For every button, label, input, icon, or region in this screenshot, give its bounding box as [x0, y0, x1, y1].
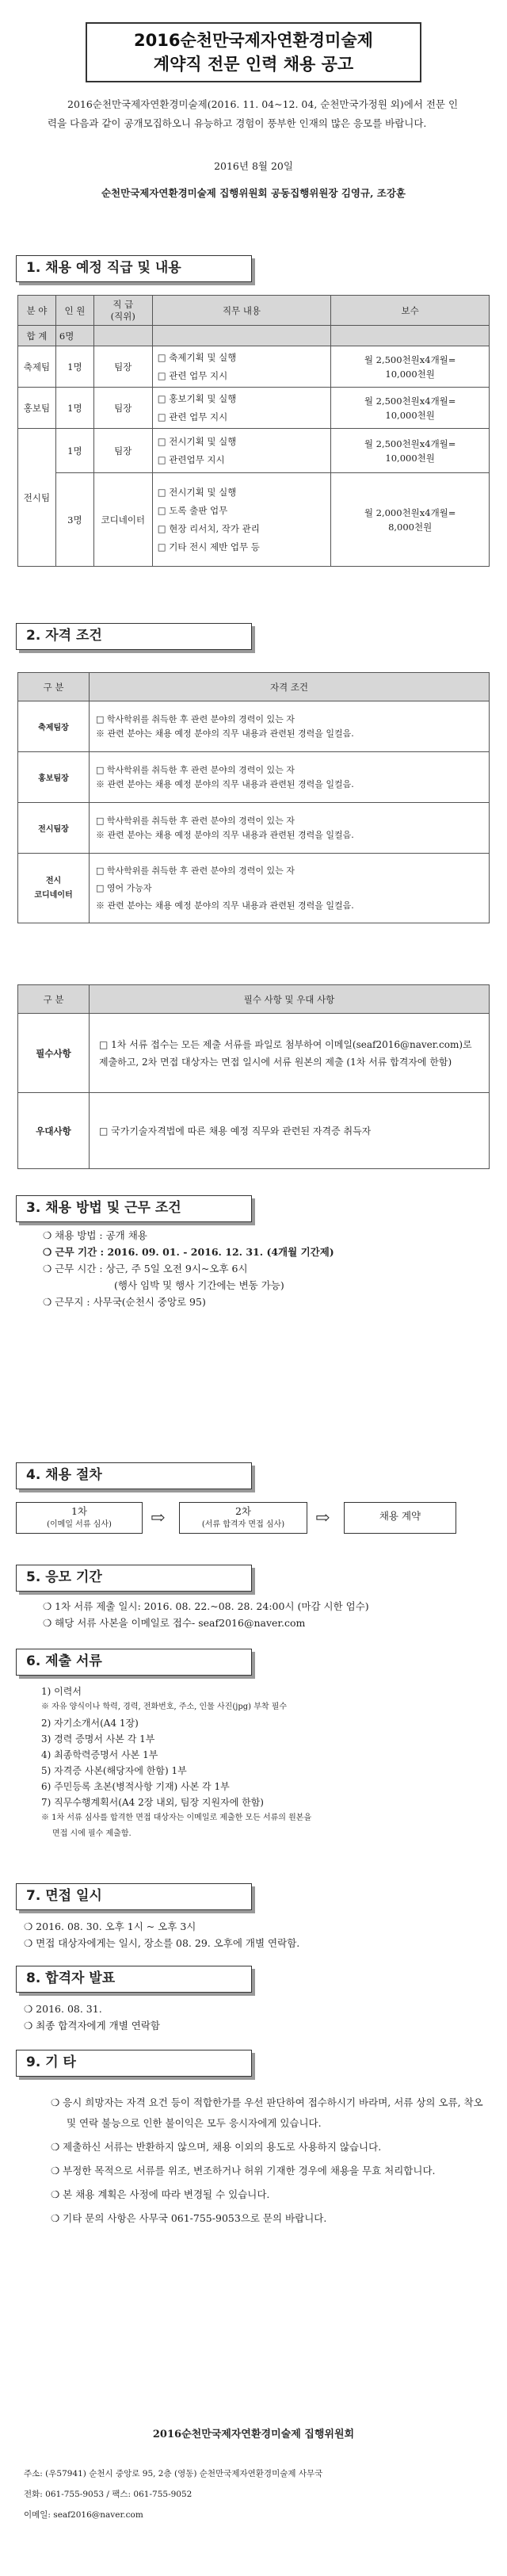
section-8-title: 8. 합격자 발표	[16, 1966, 252, 1993]
footer-address: 주소: (우57941) 순천시 중앙로 95, 2층 (영동) 순천만국제자연환경미술제 사무국	[24, 2469, 323, 2479]
footer-org: 2016순천만국제자연환경미술제 집행위원회	[152, 2429, 355, 2440]
section-9-list: ❍ 응시 희망자는 자격 요건 등이 적합한가를 우선 판단하여 접수하시기 바라며, 서류 상의 오류, 착오 및 연락 불능으로 인한 불이익은 모두 응시자에게 있습니다. ❍ 제출하신 서류는 반환하지 않으며, 채용 이외의 용도로 사용하지 않습니다. ❍ 부정한 목적으로 서류를 위조, 변조하거나 허위 기재한 경우에 채용을 무효 처리합니다. ❍ 본 채용 계획은 사정에 따라 변경될 수 있습니다. ❍ 기타 문의 사항은 사무국 061-755-9053으로 문의 바랍니다.	[51, 2096, 483, 2224]
step-2-box: 2차 (서류 합격자 면접 심사)	[179, 1502, 307, 1534]
table-row: 3명 코디네이터 □ 전시기획 및 실행 □ 도록 출판 업무 □ 현장 리서치, 작가 관리 □ 기타 전시 제반 업무 등 월 2,000천원x4개월= 8,000천원	[18, 473, 490, 567]
section-3-title: 3. 채용 방법 및 근무 조건	[16, 1195, 252, 1222]
table-row: 홍보팀 1명 팀장 □ 홍보기획 및 실행 □ 관련 업무 지시 월 2,500천원x4개월= 10,000천원	[18, 388, 490, 429]
header-duties: 직무 내용	[152, 296, 331, 326]
table-row: 전시 코디네이터 □ 학사학위를 취득한 후 관련 분야의 경력이 있는 자 □ 영어 가능자 ※ 관련 분야는 채용 예정 분야의 직무 내용과 관련된 경력을 일컬음.	[18, 854, 490, 923]
footer-info	[24, 2463, 322, 2525]
title-box	[86, 22, 421, 82]
step-1-box: 1차 (이메일 서류 심사)	[16, 1502, 143, 1534]
arrow-icon: ⇨	[151, 1508, 166, 1528]
footer-email: 이메일: seaf2016@naver.com	[24, 2510, 143, 2520]
footer-phone: 전화: 061-755-9053 / 팩스: 061-755-9052	[24, 2490, 193, 2499]
signature: 순천만국제자연환경미술제 집행위원회 공동집행위원장 김영규, 조강훈	[101, 187, 406, 199]
section-9-title: 9. 기 타	[16, 2050, 252, 2077]
step-3-box: 채용 계약	[344, 1502, 456, 1534]
header-field: 분 야	[18, 296, 56, 326]
header-pay: 보수	[331, 296, 490, 326]
announcement-date: 2016년 8월 20일	[214, 160, 293, 172]
table-row: 필수사항 □ 1차 서류 접수는 모든 제출 서류를 파일로 첨부하여 이메일(seaf2016@naver.com)로 제출하고, 2차 면접 대상자는 면접 일시에 서류 원본의 제출 (1차 서류 합격자에 한함)	[18, 1014, 490, 1093]
intro-text: 2016순천만국제자연환경미술제(2016. 11. 04~12. 04, 순천만국가정원 외)에서 전문 인력을 다음과 같이 공개모집하오니 유능하고 경험이 풍부한 인재의 많은 응모를 바랍니다.	[48, 98, 459, 129]
requirements-table: 구 분 필수 사항 및 우대 사항 필수사항 □ 1차 서류 접수는 모든 제출 서류를 파일로 첨부하여 이메일(seaf2016@naver.com)로 제출하고, 2차 면접 대상자는 면접 일시에 서류 원본의 제출 (1차 서류 합격자에 한함) 우대사항 □ 국가기술자격법에 따른 채용 예정 직무와 관련된 자격증 취득자	[17, 984, 490, 1169]
section-3-list: ❍ 채용 방법 : 공개 채용 ❍ 근무 기간 : 2016. 09. 01. - 2016. 12. 31. (4개월 기간제) ❍ 근무 시간 : 상근, 주 5일 오전 9시~오후 6시 (행사 임박 및 행사 기간에는 변동 가능) ❍ 근무지 : 사무국(순천시 중앙로 95)	[43, 1229, 334, 1308]
header-rank: 직 급 (직위)	[93, 296, 152, 326]
section-4-title: 4. 채용 절차	[16, 1462, 252, 1489]
section-7-title: 7. 면접 일시	[16, 1883, 252, 1910]
section-6-list: 1) 이력서 ※ 자유 양식이나 학력, 경력, 전화번호, 주소, 인물 사진(jpg) 부착 필수 2) 자기소개서(A4 1장) 3) 경력 증명서 사본 각 1부 4) 최종학력증명서 사본 1부 5) 자격증 사본(해당자에 한함) 1부 6) 주민등록 초본(병적사항 기재) 사본 각 1부 7) 직무수행계획서(A4 2장 내외, 팀장 지원자에 한함) ※ 1차 서류 심사를 합격한 면접 대상자는 이메일로 제출한 모든 서류의 원본을 면접 시에 필수 제출함.	[41, 1686, 312, 1838]
total-label: 합 계	[18, 326, 56, 346]
exhibition-field: 전시팀	[18, 429, 56, 567]
header-count: 인 원	[55, 296, 93, 326]
qualifications-table: 구 분 자격 조건 축제팀장 □ 학사학위를 취득한 후 관련 분야의 경력이 있는 자 ※ 관련 분야는 채용 예정 분야의 직무 내용과 관련된 경력을 일컬음. 홍보팀장 □ 학사학위를 취득한 후 관련 분야의 경력이 있는 자 ※ 관련 분야는 채용 예정 분야의 직무 내용과 관련된 경력을 일컬음. 전시팀장 □ 학사학위를 취득한 후 관련 분야의 경력이 있는 자 ※ 관련 분야는 채용 예정 분야의 직무 내용과 관련된 경력을 일컬음. 전시 코디네이터 □ 학사학위를 취득한 후 관련 분야의 경력이 있는 자 □ 영어 가능자 ※ 관련 분야는 채용 예정 분야의 직무 내용과 관련된 경력을 일컬음.	[17, 672, 490, 923]
section-2-title: 2. 자격 조건	[16, 623, 252, 650]
section-6-title: 6. 제출 서류	[16, 1649, 252, 1676]
table-row: 축제팀장 □ 학사학위를 취득한 후 관련 분야의 경력이 있는 자 ※ 관련 분야는 채용 예정 분야의 직무 내용과 관련된 경력을 일컬음.	[18, 701, 490, 752]
section-7-list: ❍ 2016. 08. 30. 오후 1시 ~ 오후 3시 ❍ 면접 대상자에게는 일시, 장소를 08. 29. 오후에 개별 연락함.	[24, 1921, 300, 1949]
positions-table	[17, 295, 490, 567]
total-count: 6명	[55, 326, 93, 346]
table-row: 전시팀장 □ 학사학위를 취득한 후 관련 분야의 경력이 있는 자 ※ 관련 분야는 채용 예정 분야의 직무 내용과 관련된 경력을 일컬음.	[18, 803, 490, 854]
section-5-title: 5. 응모 기간	[16, 1565, 252, 1592]
section-8-list: ❍ 2016. 08. 31. ❍ 최종 합격자에게 개별 연락함	[24, 2003, 161, 2031]
table-row: 전시팀 1명 팀장 □ 전시기획 및 실행 □ 관련업무 지시 월 2,500천원x4개월= 10,000천원	[18, 429, 490, 473]
table-row: 축제팀 1명 팀장 □ 축제기획 및 실행 □ 관련 업무 지시 월 2,500천원x4개월= 10,000천원	[18, 346, 490, 388]
section-5-list: ❍ 1차 서류 제출 일시: 2016. 08. 22.~08. 28. 24:00시 (마감 시한 엄수) ❍ 해당 서류 사본을 이메일로 접수- seaf2016@naver.com	[43, 1600, 369, 1629]
section-1-title: 1. 채용 예정 직급 및 내용	[16, 255, 252, 282]
title-line1: 2016순천만국제자연환경미술제	[134, 31, 373, 50]
table-row: 우대사항 □ 국가기술자격법에 따른 채용 예정 직무와 관련된 자격증 취득자	[18, 1093, 490, 1169]
title-line2: 계약직 전문 인력 채용 공고	[153, 55, 354, 74]
arrow-icon: ⇨	[315, 1508, 330, 1528]
table-row: 홍보팀장 □ 학사학위를 취득한 후 관련 분야의 경력이 있는 자 ※ 관련 분야는 채용 예정 분야의 직무 내용과 관련된 경력을 일컬음.	[18, 752, 490, 803]
